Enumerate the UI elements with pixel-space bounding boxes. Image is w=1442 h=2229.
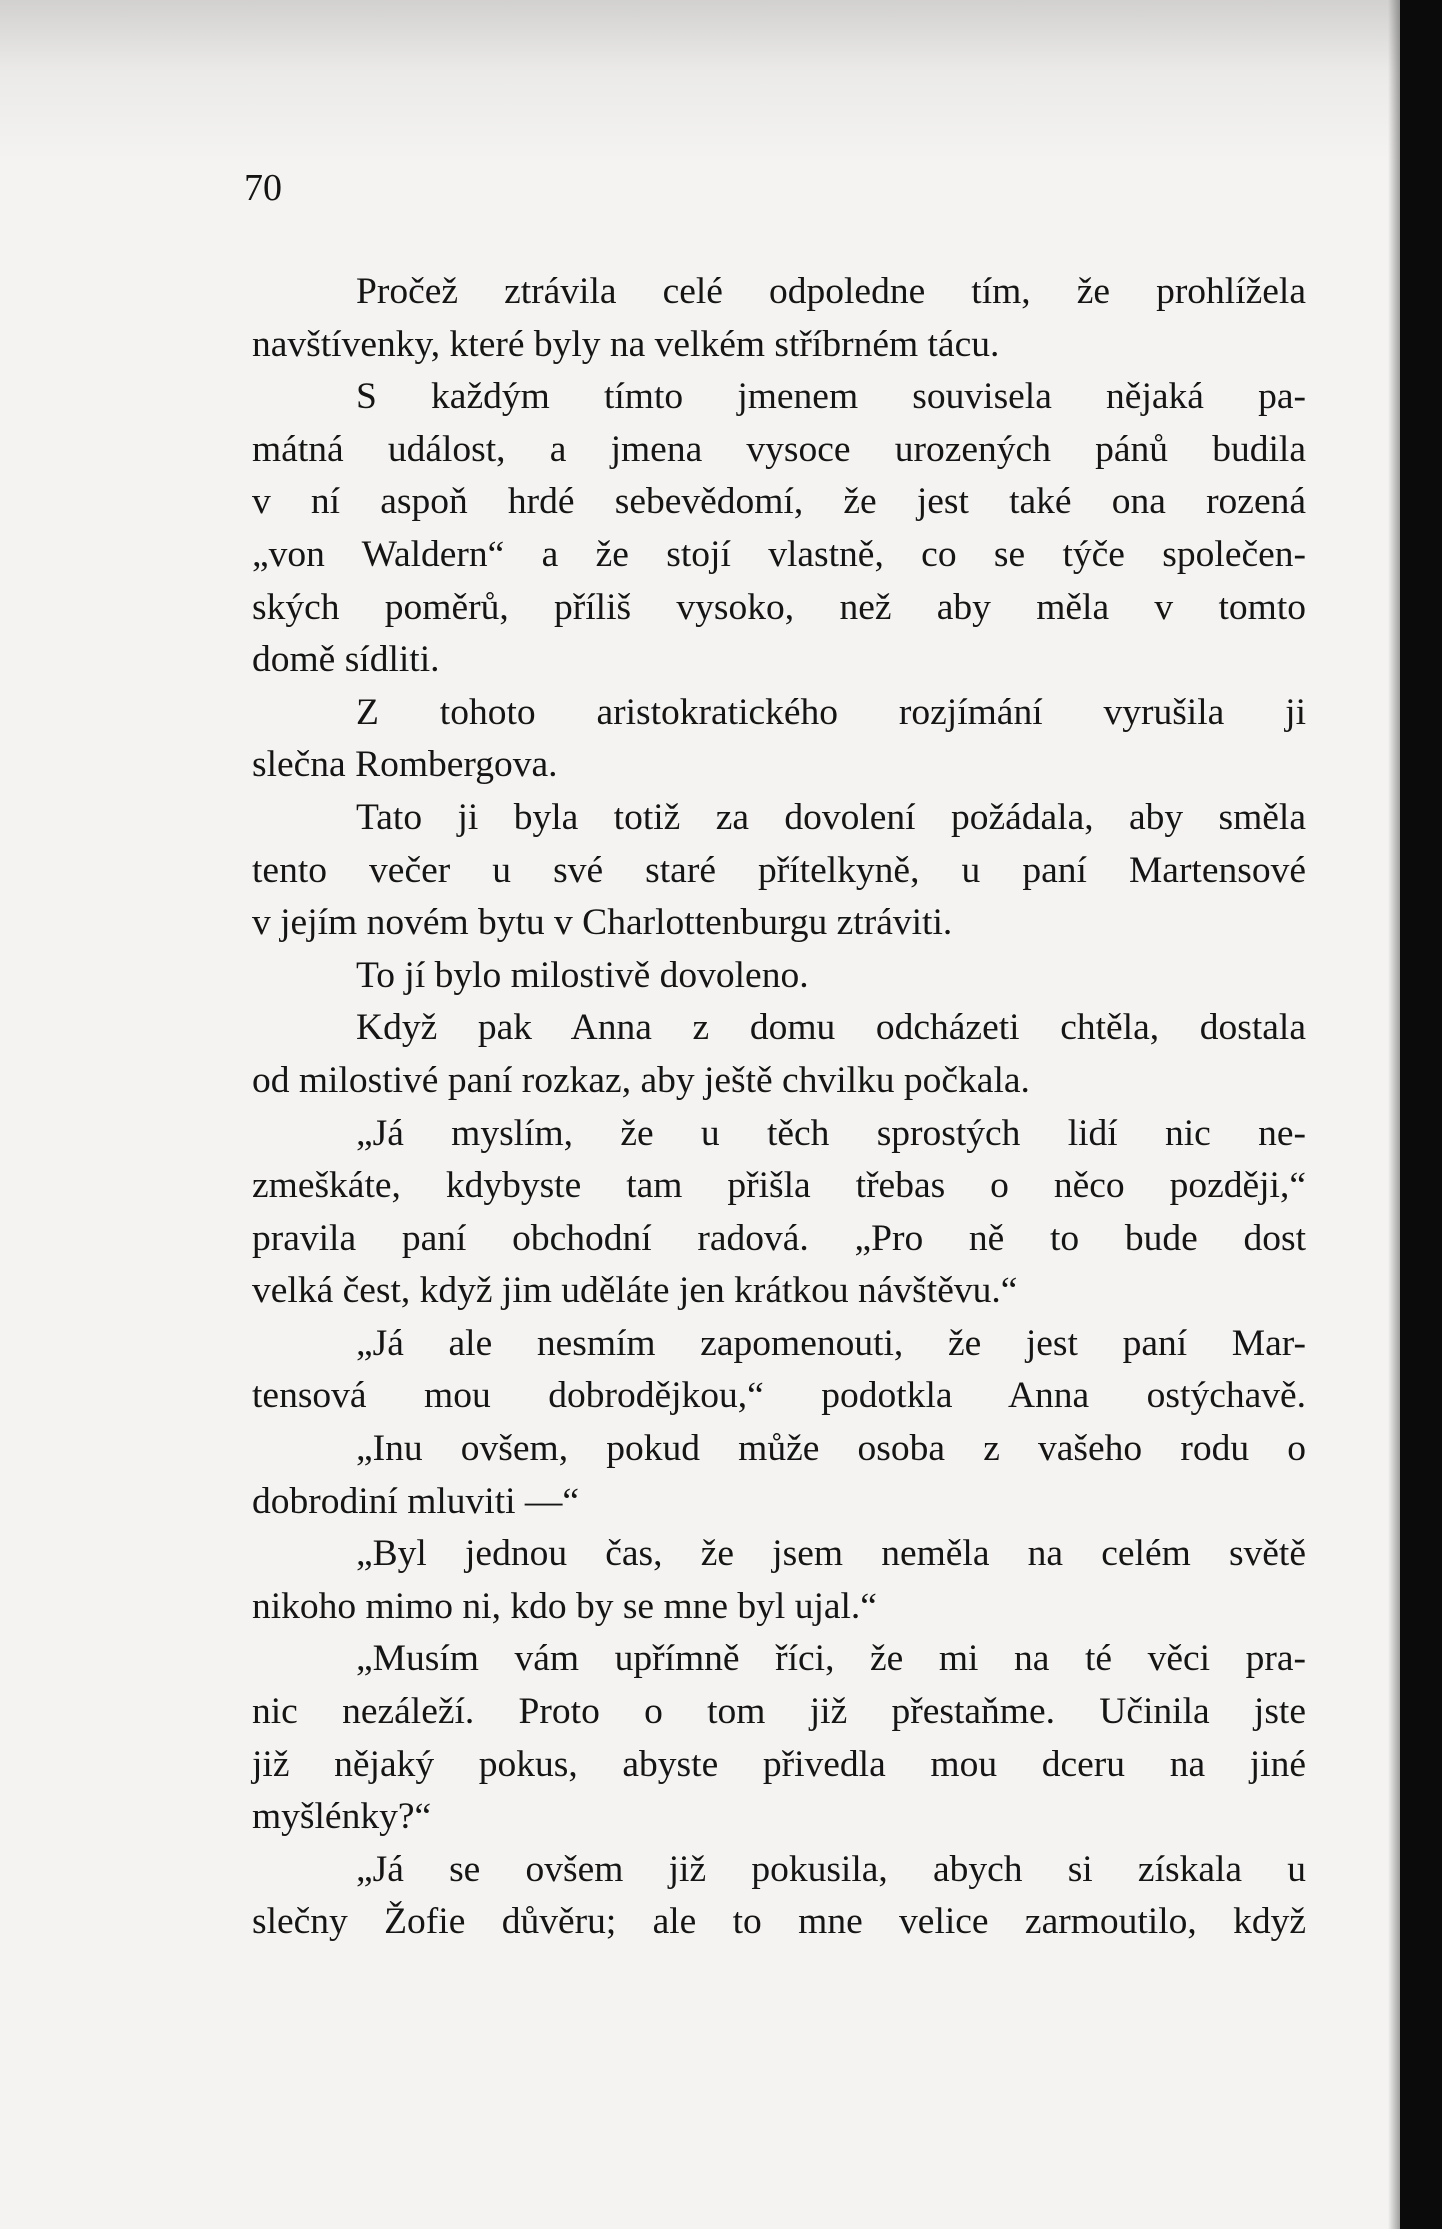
text-line: tento večer u své staré přítelkyně, u paní Martensové: [252, 849, 1306, 891]
text-line: pravila paní obchodní radová. „Pro ně to bude dost: [252, 1217, 1306, 1259]
text-line: Z tohoto aristokratického rozjímání vyrušila ji: [356, 691, 1306, 733]
text-line: „Byl jednou čas, že jsem neměla na celém světě: [356, 1533, 1306, 1575]
text-line: „Já se ovšem již pokusila, abych si získala u: [356, 1848, 1306, 1890]
page-edge-shadow: [1388, 0, 1400, 2229]
scan-shading: [0, 0, 1400, 160]
text-line: Když pak Anna z domu odcházeti chtěla, dostala: [356, 1007, 1306, 1049]
text-line: dobrodiní mluviti —“: [252, 1480, 580, 1522]
text-line: „von Waldern“ a že stojí vlastně, co se týče společen-: [252, 533, 1306, 575]
text-line: v jejím novém bytu v Charlottenburgu ztráviti.: [252, 902, 953, 944]
text-line: „Musím vám upřímně říci, že mi na té věci pra-: [356, 1638, 1306, 1680]
text-line: v ní aspoň hrdé sebevědomí, že jest také ona rozená: [252, 481, 1306, 523]
text-line: navštívenky, které byly na velkém stříbrném tácu.: [252, 323, 1000, 365]
text-line: již nějaký pokus, abyste přivedla mou dceru na jiné: [252, 1743, 1306, 1785]
text-line: To jí bylo milostivě dovoleno.: [356, 954, 809, 996]
scan-border: [1400, 0, 1442, 2229]
text-line: slečny Žofie důvěru; ale to mne velice zarmoutilo, když: [252, 1901, 1306, 1943]
text-line: S každým tímto jmenem souvisela nějaká pa-: [356, 376, 1306, 418]
text-line: velká čest, když jim uděláte jen krátkou návštěvu.“: [252, 1270, 1018, 1312]
text-line: ských poměrů, příliš vysoko, než aby měla v tomto: [252, 586, 1306, 628]
text-line: mátná událost, a jmena vysoce urozených pánů budila: [252, 428, 1306, 470]
text-line: zmeškáte, kdybyste tam přišla třebas o něco později,“: [252, 1165, 1306, 1207]
text-line: tensová mou dobrodějkou,“ podotkla Anna ostýchavě.: [252, 1375, 1306, 1417]
text-line: „Inu ovšem, pokud může osoba z vašeho rodu o: [356, 1428, 1306, 1470]
text-line: nic nezáleží. Proto o tom již přestaňme. Učinila jste: [252, 1691, 1306, 1733]
text-line: nikoho mimo ni, kdo by se mne byl ujal.“: [252, 1585, 877, 1627]
body-text: [252, 266, 1306, 1949]
text-line: myšlénky?“: [252, 1796, 432, 1838]
text-line: „Já myslím, že u těch sprostých lidí nic ne-: [356, 1112, 1306, 1154]
text-line: „Já ale nesmím zapomenouti, že jest paní Mar-: [356, 1322, 1306, 1364]
text-line: domě sídliti.: [252, 639, 440, 681]
page-number: 70: [244, 167, 282, 209]
text-line: Tato ji byla totiž za dovolení požádala, aby směla: [356, 796, 1306, 838]
text-line: od milostivé paní rozkaz, aby ještě chvilku počkala.: [252, 1059, 1030, 1101]
text-line: Pročež ztrávila celé odpoledne tím, že prohlížela: [356, 271, 1306, 312]
text-line: slečna Rombergova.: [252, 744, 558, 786]
